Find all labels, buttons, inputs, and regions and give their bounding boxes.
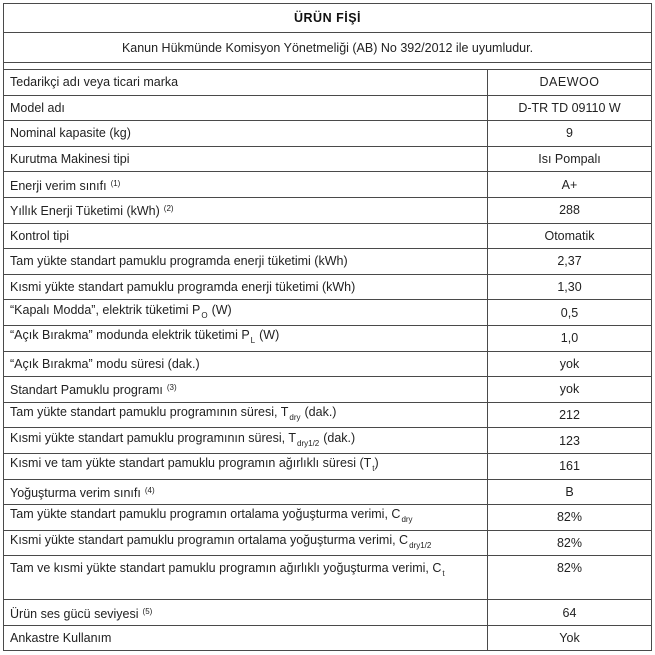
spec-value: 2,37 bbox=[488, 249, 652, 275]
spacer-row bbox=[4, 63, 652, 70]
footnote-marker: (2) bbox=[163, 204, 174, 214]
spec-label bbox=[4, 600, 488, 626]
spec-row-standard-cotton bbox=[4, 377, 652, 403]
spec-label-text: Tam yükte standart pamuklu programın ortalama yoğuşturma verimi, C bbox=[10, 507, 401, 522]
spec-label-text: Nominal kapasite (kg) bbox=[10, 126, 131, 141]
spec-value: 161 bbox=[488, 453, 652, 479]
spec-label bbox=[4, 121, 488, 147]
footnote-marker: (4) bbox=[144, 485, 155, 495]
footnote-marker: (3) bbox=[166, 383, 177, 393]
subscript: O bbox=[201, 310, 208, 320]
spec-value: yok bbox=[488, 377, 652, 403]
spec-value: Yok bbox=[488, 625, 652, 651]
unit-suffix: (dak.) bbox=[323, 430, 356, 445]
spec-row-full-load-duration bbox=[4, 402, 652, 428]
spec-label-text: Model adı bbox=[10, 100, 65, 115]
spec-row-control-type bbox=[4, 223, 652, 249]
spec-value: 64 bbox=[488, 600, 652, 626]
spec-row-full-load-energy bbox=[4, 249, 652, 275]
spec-label bbox=[4, 479, 488, 505]
spec-label bbox=[4, 172, 488, 198]
spec-label bbox=[4, 625, 488, 651]
unit-suffix: (W) bbox=[211, 302, 232, 317]
spec-label bbox=[4, 70, 488, 96]
spec-row-capacity bbox=[4, 121, 652, 147]
spec-row-built-in bbox=[4, 625, 652, 651]
spec-value: 82% bbox=[488, 556, 652, 600]
spec-row-sound-power bbox=[4, 600, 652, 626]
footnote-marker: (5) bbox=[142, 606, 153, 616]
subscript: dry bbox=[289, 413, 301, 423]
spec-label bbox=[4, 453, 488, 479]
spec-label-text: Tedarikçi adı veya ticari marka bbox=[10, 75, 179, 90]
spec-row-model bbox=[4, 95, 652, 121]
spec-label bbox=[4, 505, 488, 531]
spec-value: 82% bbox=[488, 530, 652, 556]
spec-row-partial-load-condensation bbox=[4, 530, 652, 556]
spec-label-text: Kısmi yükte standart pamuklu programın ortalama yoğuşturma verimi, C bbox=[10, 532, 409, 547]
spec-value: Otomatik bbox=[488, 223, 652, 249]
spec-value: 9 bbox=[488, 121, 652, 147]
subscript: t bbox=[442, 569, 445, 579]
spec-value: Isı Pompalı bbox=[488, 146, 652, 172]
spec-row-dryer-type bbox=[4, 146, 652, 172]
spec-label-text: Tam yükte standart pamuklu programda enerji tüketimi (kWh) bbox=[10, 254, 348, 269]
subscript: t bbox=[372, 464, 375, 474]
spec-label bbox=[4, 325, 488, 351]
regulation-note: Kanun Hükmünde Komisyon Yönetmeliği (AB) No 392/2012 ile uyumludur. bbox=[4, 33, 652, 63]
spec-label bbox=[4, 402, 488, 428]
spec-value: D-TR TD 09110 W bbox=[488, 95, 652, 121]
spec-value: 288 bbox=[488, 197, 652, 223]
spec-row-weighted-duration bbox=[4, 453, 652, 479]
subscript: dry bbox=[401, 515, 413, 525]
spec-row-partial-load-duration bbox=[4, 428, 652, 454]
spec-label bbox=[4, 530, 488, 556]
unit-suffix: (W) bbox=[259, 328, 280, 343]
spec-label bbox=[4, 428, 488, 454]
spec-label-text: “Açık Bırakma” modu süresi (dak.) bbox=[10, 356, 200, 371]
spec-value: 0,5 bbox=[488, 300, 652, 326]
subscript: dry1/2 bbox=[409, 540, 432, 550]
spec-label bbox=[4, 197, 488, 223]
spec-row-supplier bbox=[4, 70, 652, 96]
spec-label-text: Ankastre Kullanım bbox=[10, 631, 112, 646]
spec-value: 82% bbox=[488, 505, 652, 531]
product-fiche-table bbox=[3, 3, 652, 651]
spec-value: yok bbox=[488, 351, 652, 377]
spec-label bbox=[4, 95, 488, 121]
spec-value: 212 bbox=[488, 402, 652, 428]
spec-label bbox=[4, 249, 488, 275]
spec-label-text: Kısmi yükte standart pamuklu programda enerji tüketimi (kWh) bbox=[10, 280, 356, 295]
spec-label-text: “Kapalı Modda”, elektrik tüketimi P bbox=[10, 302, 201, 317]
spec-label bbox=[4, 146, 488, 172]
spec-value: 1,0 bbox=[488, 325, 652, 351]
fiche-title: ÜRÜN FİŞİ bbox=[4, 4, 652, 33]
spec-row-partial-load-energy bbox=[4, 274, 652, 300]
spec-label-text: Enerji verim sınıfı bbox=[10, 178, 107, 193]
spec-label bbox=[4, 377, 488, 403]
spec-value: A+ bbox=[488, 172, 652, 198]
spec-row-energy-class bbox=[4, 172, 652, 198]
spec-label bbox=[4, 300, 488, 326]
spec-label-text: Kurutma Makinesi tipi bbox=[10, 152, 130, 167]
spec-label bbox=[4, 223, 488, 249]
spec-label bbox=[4, 274, 488, 300]
spec-label-text: Ürün ses gücü seviyesi bbox=[10, 606, 139, 621]
spec-row-left-on-duration bbox=[4, 351, 652, 377]
spec-label-text: Kontrol tipi bbox=[10, 228, 70, 243]
spec-label-text: Tam yükte standart pamuklu programının süresi, T bbox=[10, 405, 289, 420]
spec-label-text: Yoğuşturma verim sınıfı bbox=[10, 485, 141, 500]
spec-row-annual-energy bbox=[4, 197, 652, 223]
spec-row-weighted-condensation bbox=[4, 556, 652, 600]
spec-row-full-load-condensation bbox=[4, 505, 652, 531]
spec-label-text: “Açık Bırakma” modunda elektrik tüketimi P bbox=[10, 328, 250, 343]
spec-value: B bbox=[488, 479, 652, 505]
spec-row-left-on-power bbox=[4, 325, 652, 351]
spec-label-text: Yıllık Enerji Tüketimi (kWh) bbox=[10, 204, 160, 219]
footnote-marker: (1) bbox=[110, 178, 121, 188]
spec-value: 1,30 bbox=[488, 274, 652, 300]
unit-suffix: (dak.) bbox=[304, 405, 337, 420]
spec-row-off-mode-power bbox=[4, 300, 652, 326]
spec-label bbox=[4, 351, 488, 377]
spec-label-text: Tam ve kısmi yükte standart pamuklu programın ağırlıklı yoğuşturma verimi, C bbox=[10, 561, 442, 576]
spec-value: DAEWOO bbox=[488, 70, 652, 96]
spec-row-condensation-class bbox=[4, 479, 652, 505]
spec-label-text: Kısmi ve tam yükte standart pamuklu programın ağırlıklı süresi (T bbox=[10, 456, 372, 471]
subscript: dry1/2 bbox=[297, 438, 320, 448]
spec-label bbox=[4, 556, 488, 600]
spec-label-text: Standart Pamuklu programı bbox=[10, 383, 163, 398]
spec-label-text: Kısmi yükte standart pamuklu programının süresi, T bbox=[10, 430, 296, 445]
unit-suffix: ) bbox=[374, 456, 379, 471]
spec-value: 123 bbox=[488, 428, 652, 454]
subscript: L bbox=[250, 336, 256, 346]
